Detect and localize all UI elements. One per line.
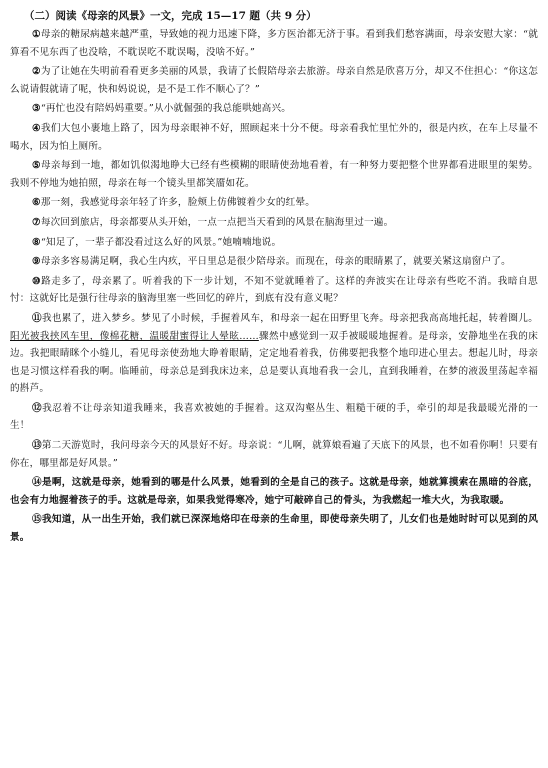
paragraph-text: 骤然中感觉到一双手被暖暖地握着。是母亲，安静地坐在我的床边。我把眼睛眯个小缝儿，看见母亲使劲地大睁着眼睛，定定地看着我，仿佛要把我整个地印进心里去。想起儿时，母亲也是习惯这样看我的啊。临睡前，母亲总是到我床边来，总是要认真地看我一会儿，直到我睡着，在梦的液汲里荡起幸福的斟芦。 [10,330,538,395]
paragraph-number: ② [32,66,41,78]
paragraph-3 [10,100,538,118]
paragraph-11 [10,310,538,398]
paragraph-number: ⑦ [32,216,41,228]
paragraph-number: ⑨ [32,256,41,268]
paragraph-5 [10,157,538,192]
paragraph-6 [10,194,538,212]
paragraph-number: ③ [32,103,41,115]
paragraph-9 [10,253,538,271]
paragraph-12 [10,400,538,435]
paragraph-number: ⑤ [32,160,41,172]
paragraph-15 [10,511,538,546]
paragraph-text: 第二天游览时，我问母亲今天的风景好不好。母亲说：“儿啊，就算娘看遍了天底下的风景，也不如看你啊！只要有你在，哪里都是好风景。” [10,440,538,469]
paragraph-4 [10,120,538,155]
paragraph-text: 母亲多容易满足啊，我心生内疚，平日里总是很少陪母亲。而现在，母亲的眼睛累了，就要关紧这扇窗户了。 [40,256,511,268]
paragraph-text: “再忙也没有陪妈妈重要。”从小就倔强的我总能哄她高兴。 [40,103,292,115]
paragraph-text: 那一刻，我感觉母亲年轻了许多，脸颊上仿佛镀着少女的红晕。 [40,197,316,209]
paragraph-number: ⑮ [32,514,42,526]
paragraph-1 [10,26,538,61]
paragraph-number: ⑥ [32,197,41,209]
paragraph-13 [10,437,538,472]
paragraph-14 [10,474,538,509]
paragraph-number: ⑬ [32,440,42,452]
paragraph-number: ④ [32,122,41,134]
paragraph-text: 我知道，从一出生开始，我们就已深深地烙印在母亲的生命里，即使母亲失明了，儿女们也是她时时可以见到的风景。 [10,514,539,544]
paragraph-text: 我们大包小裹地上路了，因为母亲眼神不好，照顾起来十分不便。母亲看我忙里忙外的，很是内疚，在车上尽量不喝水，因为怕上厕所。 [10,122,538,152]
paragraph-number: ① [32,29,41,40]
paragraph-text: “知足了，一辈子都没看过这么好的风景。”她喃喃地说。 [40,236,282,248]
paragraph-8 [10,234,538,252]
paragraph-text: 母亲的糖尿病越来越严重，导致她的视力迅速下降，多方医治都无济于事。看到我们愁容满面，母亲安慰大家：“就算看不见东西了也没啥，不耽误吃不耽误喝，没啥不好。” [10,29,538,58]
paragraph-number: ⑭ [32,477,42,489]
paragraph-text: 为了让她在失明前看看更多美丽的风景，我请了长假陪母亲去旅游。母亲自然是欣喜万分，却又不住担心：“你这怎么说请假就请了呢，快和妈说说，是不是工作不顺心了？” [10,66,538,95]
paragraph-number: ⑪ [32,312,42,324]
section-title: （二）阅读《母亲的风景》一文，完成 15—17 题（共 9 分） [24,10,317,22]
paragraph-2 [10,63,538,98]
paragraph-number: ⑫ [32,402,43,414]
paragraph-7 [10,214,538,232]
paragraph-text: 母亲每到一地，都如饥似渴地睁大已经有些模糊的眼睛使劲地看着，有一种努力要把整个世界都看进眼里的架势。我则不停地为她拍照，母亲在每一个镜头里都笑靥如花。 [10,160,538,189]
paragraph-text: 路走多了，母亲累了。听着我的下一步计划，不知不觉就睡着了。这样的奔波实在让母亲有些吃不消。我暗自思忖：这就好比是强行往母亲的脑海里塞一些回忆的碎片，到底有没有意义呢？ [10,275,538,305]
paragraph-text: 是啊，这就是母亲，她看到的哪是什么风景，她看到的全是自己的孩子。这就是母亲，她就算摸索在黑暗的谷底，也会有力地握着孩子的手。这就是母亲，如果我觉得寒冷，她宁可敲碎自己的骨头，为我燃起一堆大火，为我取暖。 [10,477,539,506]
paragraph-text: 我也累了，进入梦乡。梦见了小时候，手握着风车，和母亲一起在田野里飞奔。母亲把我高高地托起，转着圈儿。 [41,312,539,324]
paragraph-text: 每次回到旅店，母亲都要从头开始，一点一点把当天看到的风景在脑海里过一遍。 [40,216,394,228]
paragraph-10 [10,273,538,308]
paragraph-number: ⑩ [32,275,42,287]
paragraph-text: 我忍着不让母亲知道我睡来，我喜欢被她的手握着。这双沟壑丛生、粗糙干硬的手，牵引的却是我最暖光滑的一生！ [10,402,538,432]
paragraph-number: ⑧ [32,236,41,248]
underlined-sentence: 阳光被我挟风车里，像棉花糖，温暖甜蜜得让人晕眩…… [10,330,259,342]
